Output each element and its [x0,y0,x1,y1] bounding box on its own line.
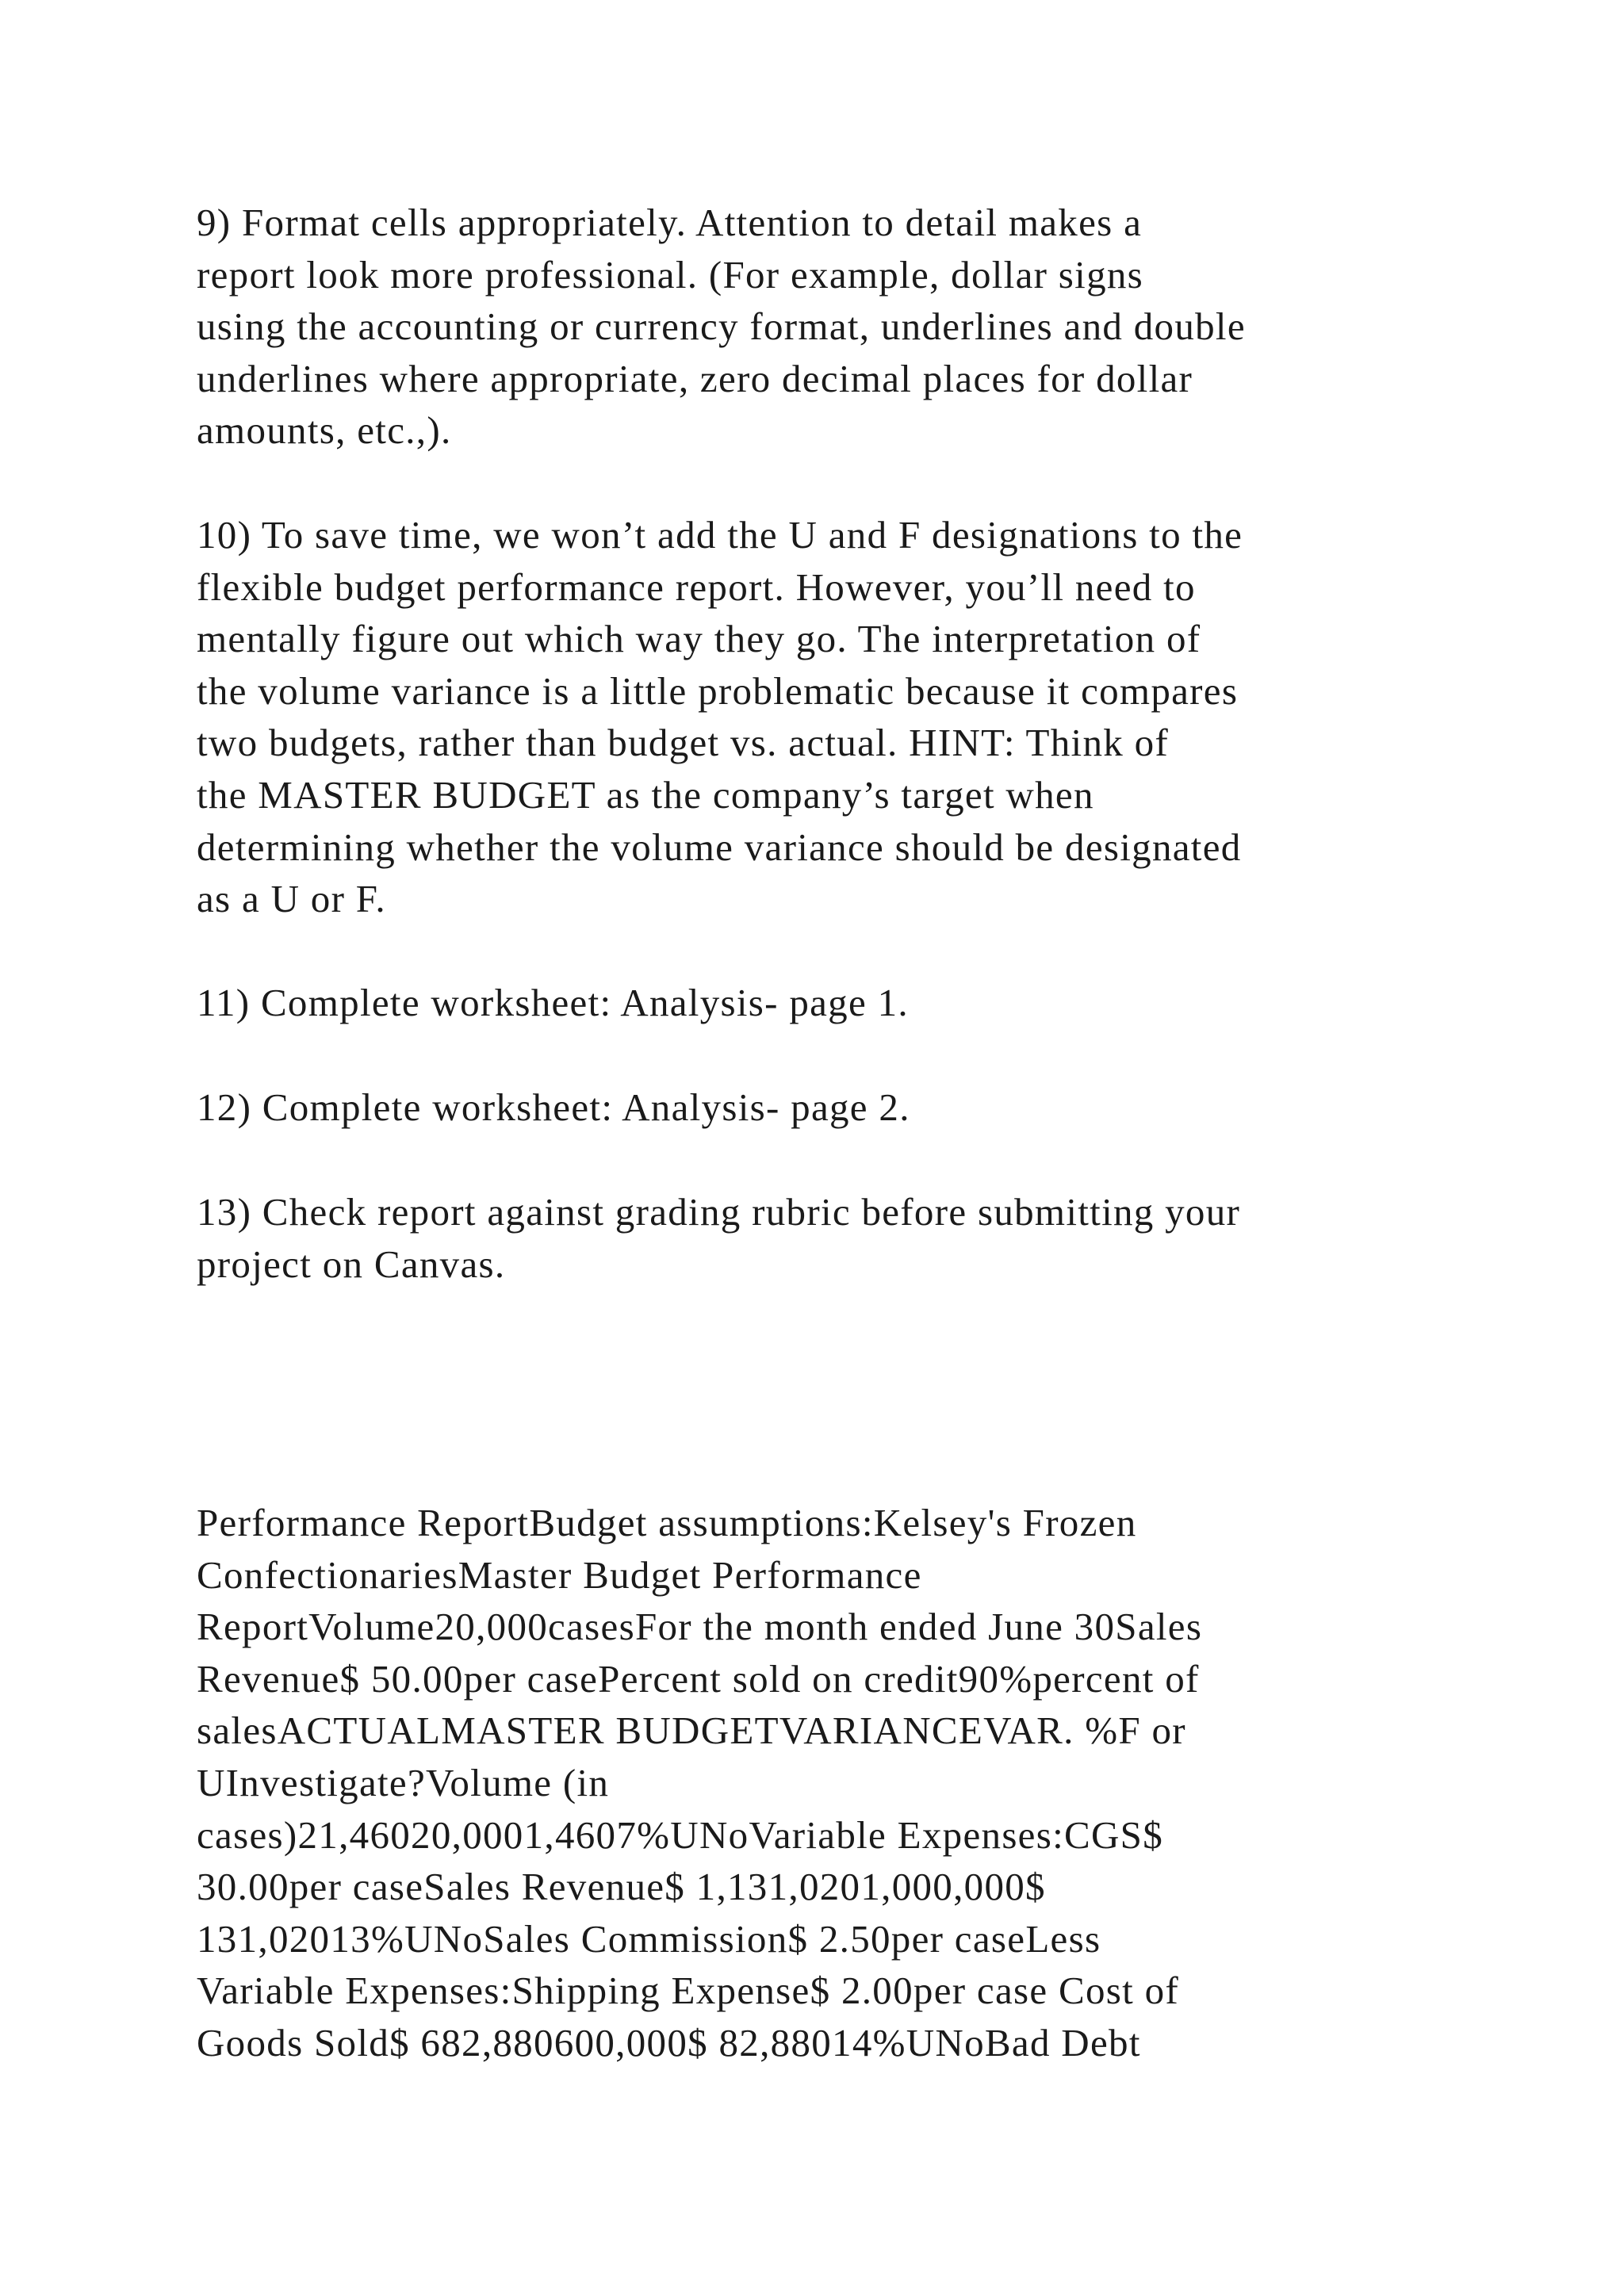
performance-report-text: Performance ReportBudget assumptions:Kelsey's Frozen ConfectionariesMaster Budget Performance ReportVolume20,000casesFor the month ended June 30Sales Revenue$ 50.00per casePercent sold on credit90%percent of salesACTUALMASTER BUDGETVARIANCEVAR. %F or UInvestigate?Volume (in cases)21,46020,0001,4607%UNoVariable Expenses:CGS$ 30.00per caseSales Revenue$ 1,131,0201,000,000$ 131,02013%UNoSales Commission$ 2.50per caseLess Variable Expenses:Shipping Expense$ 2.00per case Cost of Goods Sold$ 682,880600,000$ 82,88014%UNoBad Debt [197,1501,1203,2064]
instruction-item-13: 13) Check report against grading rubric before submitting your project on Canvas. [197,1190,1241,1286]
instruction-item-10: 10) To save time, we won’t add the U and F designations to the flexible budget performance report. However, you’ll need to mentally figure out which way they go. The interpretation of the volume variance is a little problematic because it compares two budgets, rather than budget vs. actual. HINT: Think of the MASTER BUDGET as the company’s target when determining whether the volume variance should be designated as a U or F. [197,513,1243,921]
instruction-item-11: 11) Complete worksheet: Analysis- page 1. [197,981,909,1024]
instruction-item-9: 9) Format cells appropriately. Attention to detail makes a report look more professional. (For example, dollar signs using the accounting or currency format, underlines and double underlines where appropriate, zero decimal places for dollar amounts, etc.,). [197,201,1246,453]
instruction-item-12: 12) Complete worksheet: Analysis- page 2. [197,1085,910,1129]
